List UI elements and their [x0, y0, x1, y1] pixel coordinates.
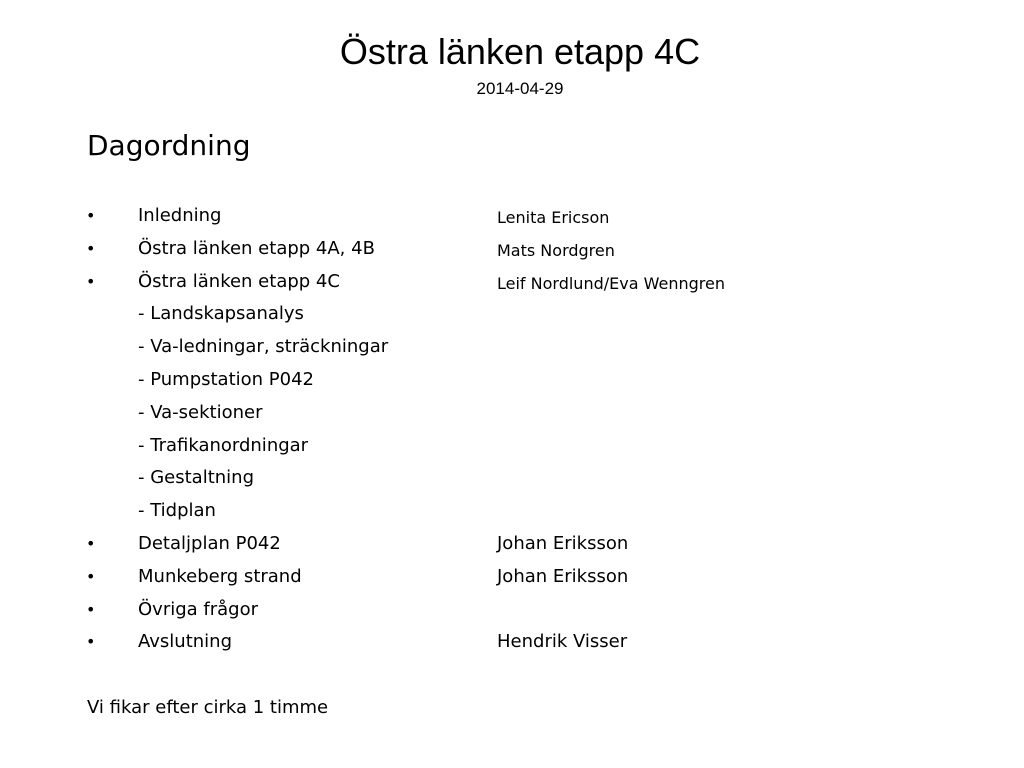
- agenda-row: [0, 266, 1024, 299]
- agenda-presenter: Mats Nordgren: [497, 240, 615, 260]
- agenda-presenter: Johan Eriksson: [497, 565, 629, 587]
- agenda-item: Östra länken etapp 4C: [138, 270, 340, 292]
- agenda-presenter: Johan Eriksson: [497, 532, 629, 554]
- agenda-row: [0, 200, 1024, 233]
- agenda-list: [0, 200, 1024, 659]
- agenda-item: Detaljplan P042: [138, 532, 281, 554]
- slide-date: 2014-04-29: [476, 79, 564, 98]
- bullet-icon: •: [86, 599, 96, 619]
- agenda-heading: Dagordning: [87, 129, 251, 162]
- agenda-row: [0, 233, 1024, 266]
- bullet-icon: •: [86, 632, 96, 652]
- agenda-item: Övriga frågor: [138, 598, 259, 620]
- agenda-subitem-row: [0, 462, 1024, 495]
- bullet-icon: •: [86, 533, 96, 553]
- slide-title: Östra länken etapp 4C: [339, 31, 701, 72]
- agenda-subitem: - Va-ledningar, sträckningar: [138, 336, 389, 358]
- agenda-presenter: Lenita Ericson: [497, 208, 610, 227]
- agenda-subitem-row: [0, 397, 1024, 430]
- agenda-subitem: - Va-sektioner: [138, 401, 263, 423]
- agenda-item: Östra länken etapp 4A, 4B: [138, 237, 375, 259]
- bullet-icon: •: [86, 271, 96, 291]
- agenda-row: [0, 594, 1024, 627]
- agenda-subitem-row: [0, 331, 1024, 364]
- agenda-item: Avslutning: [138, 631, 232, 653]
- bullet-icon: •: [86, 566, 96, 586]
- agenda-row: [0, 561, 1024, 594]
- agenda-subitem-row: [0, 364, 1024, 397]
- agenda-subitem: - Landskapsanalys: [138, 303, 304, 325]
- agenda-item: Inledning: [138, 205, 222, 226]
- agenda-subitem: - Tidplan: [138, 500, 216, 522]
- agenda-presenter: Hendrik Visser: [497, 631, 628, 653]
- bullet-icon: •: [86, 206, 96, 225]
- agenda-row: [0, 626, 1024, 659]
- agenda-subitem-row: [0, 298, 1024, 331]
- agenda-presenter: Leif Nordlund/Eva Wenngren: [497, 273, 725, 293]
- agenda-subitem-row: [0, 430, 1024, 463]
- agenda-subitem: - Trafikanordningar: [138, 434, 309, 456]
- agenda-subitem: - Gestaltning: [138, 467, 255, 489]
- bullet-icon: •: [86, 238, 96, 258]
- footer-note: Vi fikar efter cirka 1 timme: [87, 697, 329, 718]
- agenda-item: Munkeberg strand: [138, 565, 302, 587]
- agenda-subitem: - Pumpstation P042: [138, 368, 315, 390]
- agenda-subitem-row: [0, 495, 1024, 528]
- agenda-row: [0, 528, 1024, 561]
